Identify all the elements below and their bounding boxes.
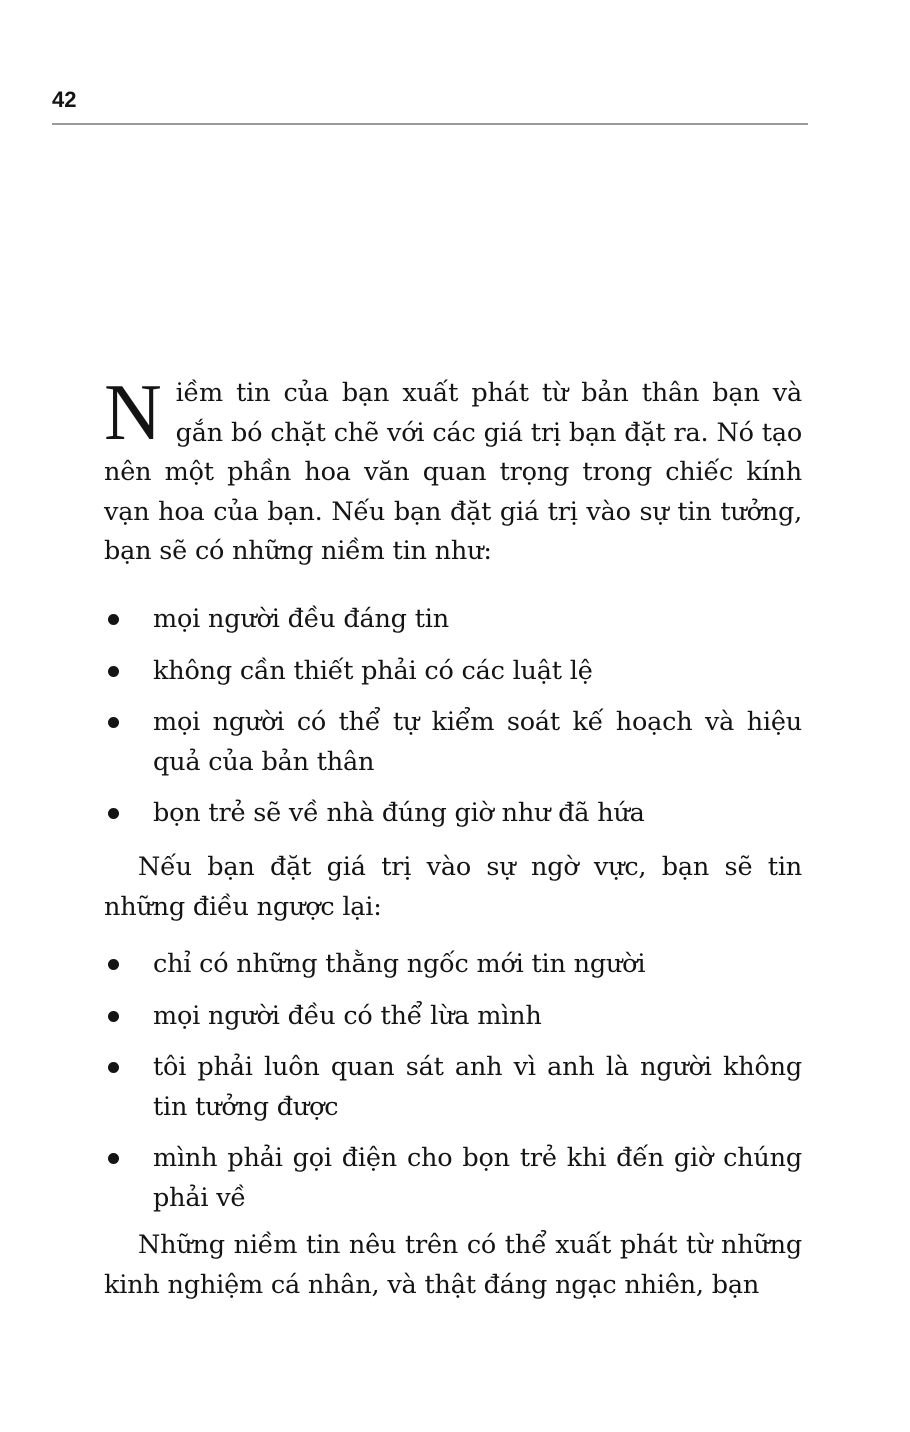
list-item: mọi người đều có thể lừa mình (104, 997, 802, 1037)
page-number: 42 (52, 87, 77, 112)
bullet-icon (108, 1153, 119, 1164)
trust-beliefs-list (104, 600, 802, 846)
list-item: bọn trẻ sẽ về nhà đúng giờ như đã hứa (104, 794, 802, 834)
intro-paragraph (104, 369, 802, 572)
list-item: không cần thiết phải có các luật lệ (104, 652, 802, 692)
doubt-beliefs-list (104, 945, 802, 1230)
list-item: mình phải gọi điện cho bọn trẻ khi đến giờ chúng phải về (104, 1139, 802, 1218)
bullet-icon (108, 1011, 119, 1022)
bullet-icon (108, 717, 119, 728)
bullet-icon (108, 1062, 119, 1073)
bullet-icon (108, 666, 119, 677)
bullet-icon (108, 959, 119, 970)
bullet-icon (108, 808, 119, 819)
doubt-paragraph: Nếu bạn đặt giá trị vào sự ngờ vực, bạn sẽ tin những điều ngược lại: (104, 852, 802, 922)
closing-paragraph: Những niềm tin nêu trên có thể xuất phát từ những kinh nghiệm cá nhân, và thật đáng ngạc nhiên, bạn (104, 1230, 802, 1300)
list-item: mọi người có thể tự kiểm soát kế hoạch và hiệu quả của bản thân (104, 703, 802, 782)
header-rule (52, 123, 808, 125)
list-item: tôi phải luôn quan sát anh vì anh là người không tin tưởng được (104, 1048, 802, 1127)
list-item: mọi người đều đáng tin (104, 600, 802, 640)
intro-text: iềm tin của bạn xuất phát từ bản thân bạn và gắn bó chặt chẽ với các giá trị bạn đặt ra. Nó tạo nên một phần hoa văn quan trọng trong chiếc kính vạn hoa của bạn. Nếu bạn đặt giá trị vào sự tin tưởng, bạn sẽ có những niềm tin như: (104, 378, 802, 566)
list-item: chỉ có những thằng ngốc mới tin người (104, 945, 802, 985)
bullet-icon (108, 614, 119, 625)
drop-cap: N (104, 369, 162, 457)
